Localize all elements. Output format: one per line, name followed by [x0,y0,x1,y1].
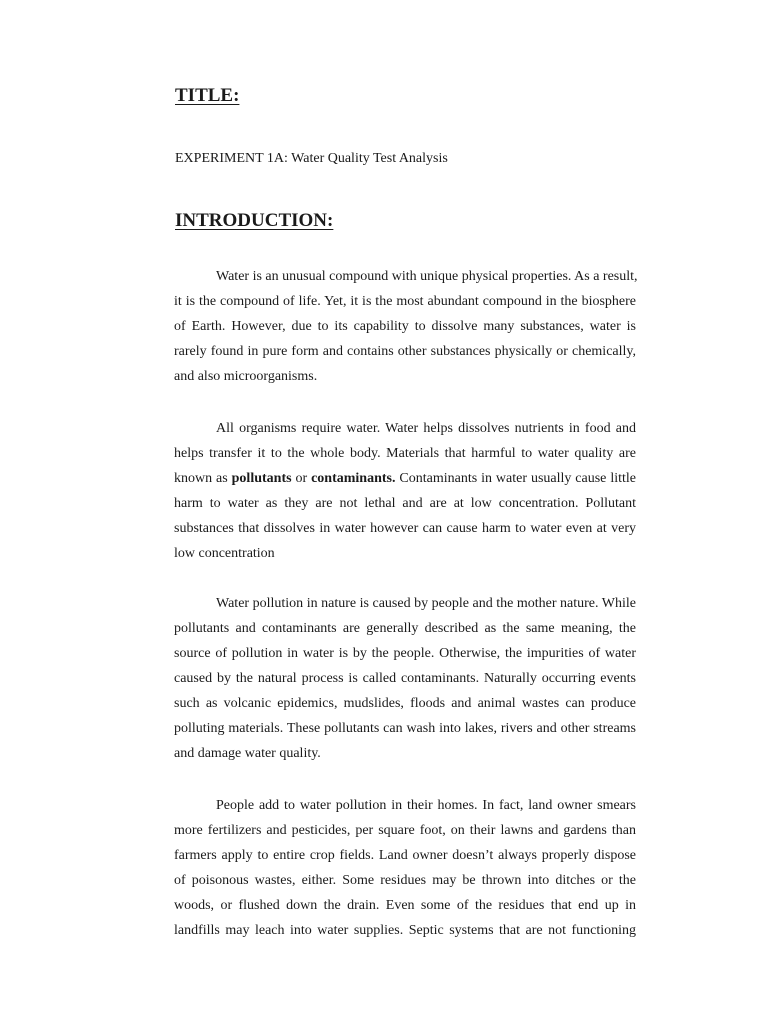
paragraph-line: of poisonous wastes, either. Some residues may be thrown into ditches or the [174,873,636,888]
paragraph-line: People add to water pollution in their homes. In fact, land owner smears [216,798,636,813]
paragraph-line: harm to water as they are not lethal and are at low concentration. Pollutant [174,496,636,511]
title-heading: TITLE: [175,85,240,106]
paragraph-line: more fertilizers and pesticides, per square foot, on their lawns and gardens than [174,823,636,838]
paragraph-line: such as volcanic epidemics, mudslides, floods and animal wastes can produce [174,696,636,711]
paragraph-2 [174,416,636,566]
pollutants-term: pollutants [231,471,292,486]
paragraph-line: All organisms require water. Water helps dissolves nutrients in food and [216,421,636,436]
paragraph-line: rarely found in pure form and contains other substances physically or chemically, [174,344,636,359]
paragraph-line: farmers apply to entire crop fields. Land owner doesn’t always properly dispose [174,848,636,863]
paragraph-line-with-emphasis [174,466,636,491]
introduction-heading: INTRODUCTION: [175,210,334,231]
line-text: or [291,471,312,486]
paragraph-line: of Earth. However, due to its capability to dissolve many substances, water is [174,319,636,334]
line-text: known as [174,471,232,486]
paragraph-line: pollutants and contaminants are generally described as the same meaning, the [174,621,636,636]
contaminants-term: contaminants. [311,471,396,486]
paragraph-line: and also microorganisms. [174,369,318,384]
line-text: Contaminants in water usually cause little [395,471,636,486]
paragraph-line: woods, or flushed down the drain. Even some of the residues that end up in [174,898,636,913]
paragraph-line: landfills may leach into water supplies. Septic systems that are not functioning [174,923,636,938]
paragraph-line: caused by the natural process is called contaminants. Naturally occurring events [174,671,636,686]
paragraph-line: and damage water quality. [174,746,321,761]
paragraph-line: Water is an unusual compound with unique physical properties. As a result, [216,269,638,284]
experiment-title: EXPERIMENT 1A: Water Quality Test Analysis [175,151,448,166]
paragraph-line: source of pollution in water is by the people. Otherwise, the impurities of water [174,646,636,661]
paragraph-line: substances that dissolves in water however can cause harm to water even at very [174,521,636,536]
paragraph-1 [174,264,636,389]
paragraph-3 [174,591,636,766]
paragraph-line: low concentration [174,546,275,561]
paragraph-line: Water pollution in nature is caused by people and the mother nature. While [216,596,636,611]
paragraph-4 [174,793,636,943]
paragraph-line: polluting materials. These pollutants can wash into lakes, rivers and other streams [174,721,636,736]
paragraph-line: it is the compound of life. Yet, it is the most abundant compound in the biosphere [174,294,636,309]
paragraph-line: helps transfer it to the whole body. Materials that harmful to water quality are [174,446,636,461]
